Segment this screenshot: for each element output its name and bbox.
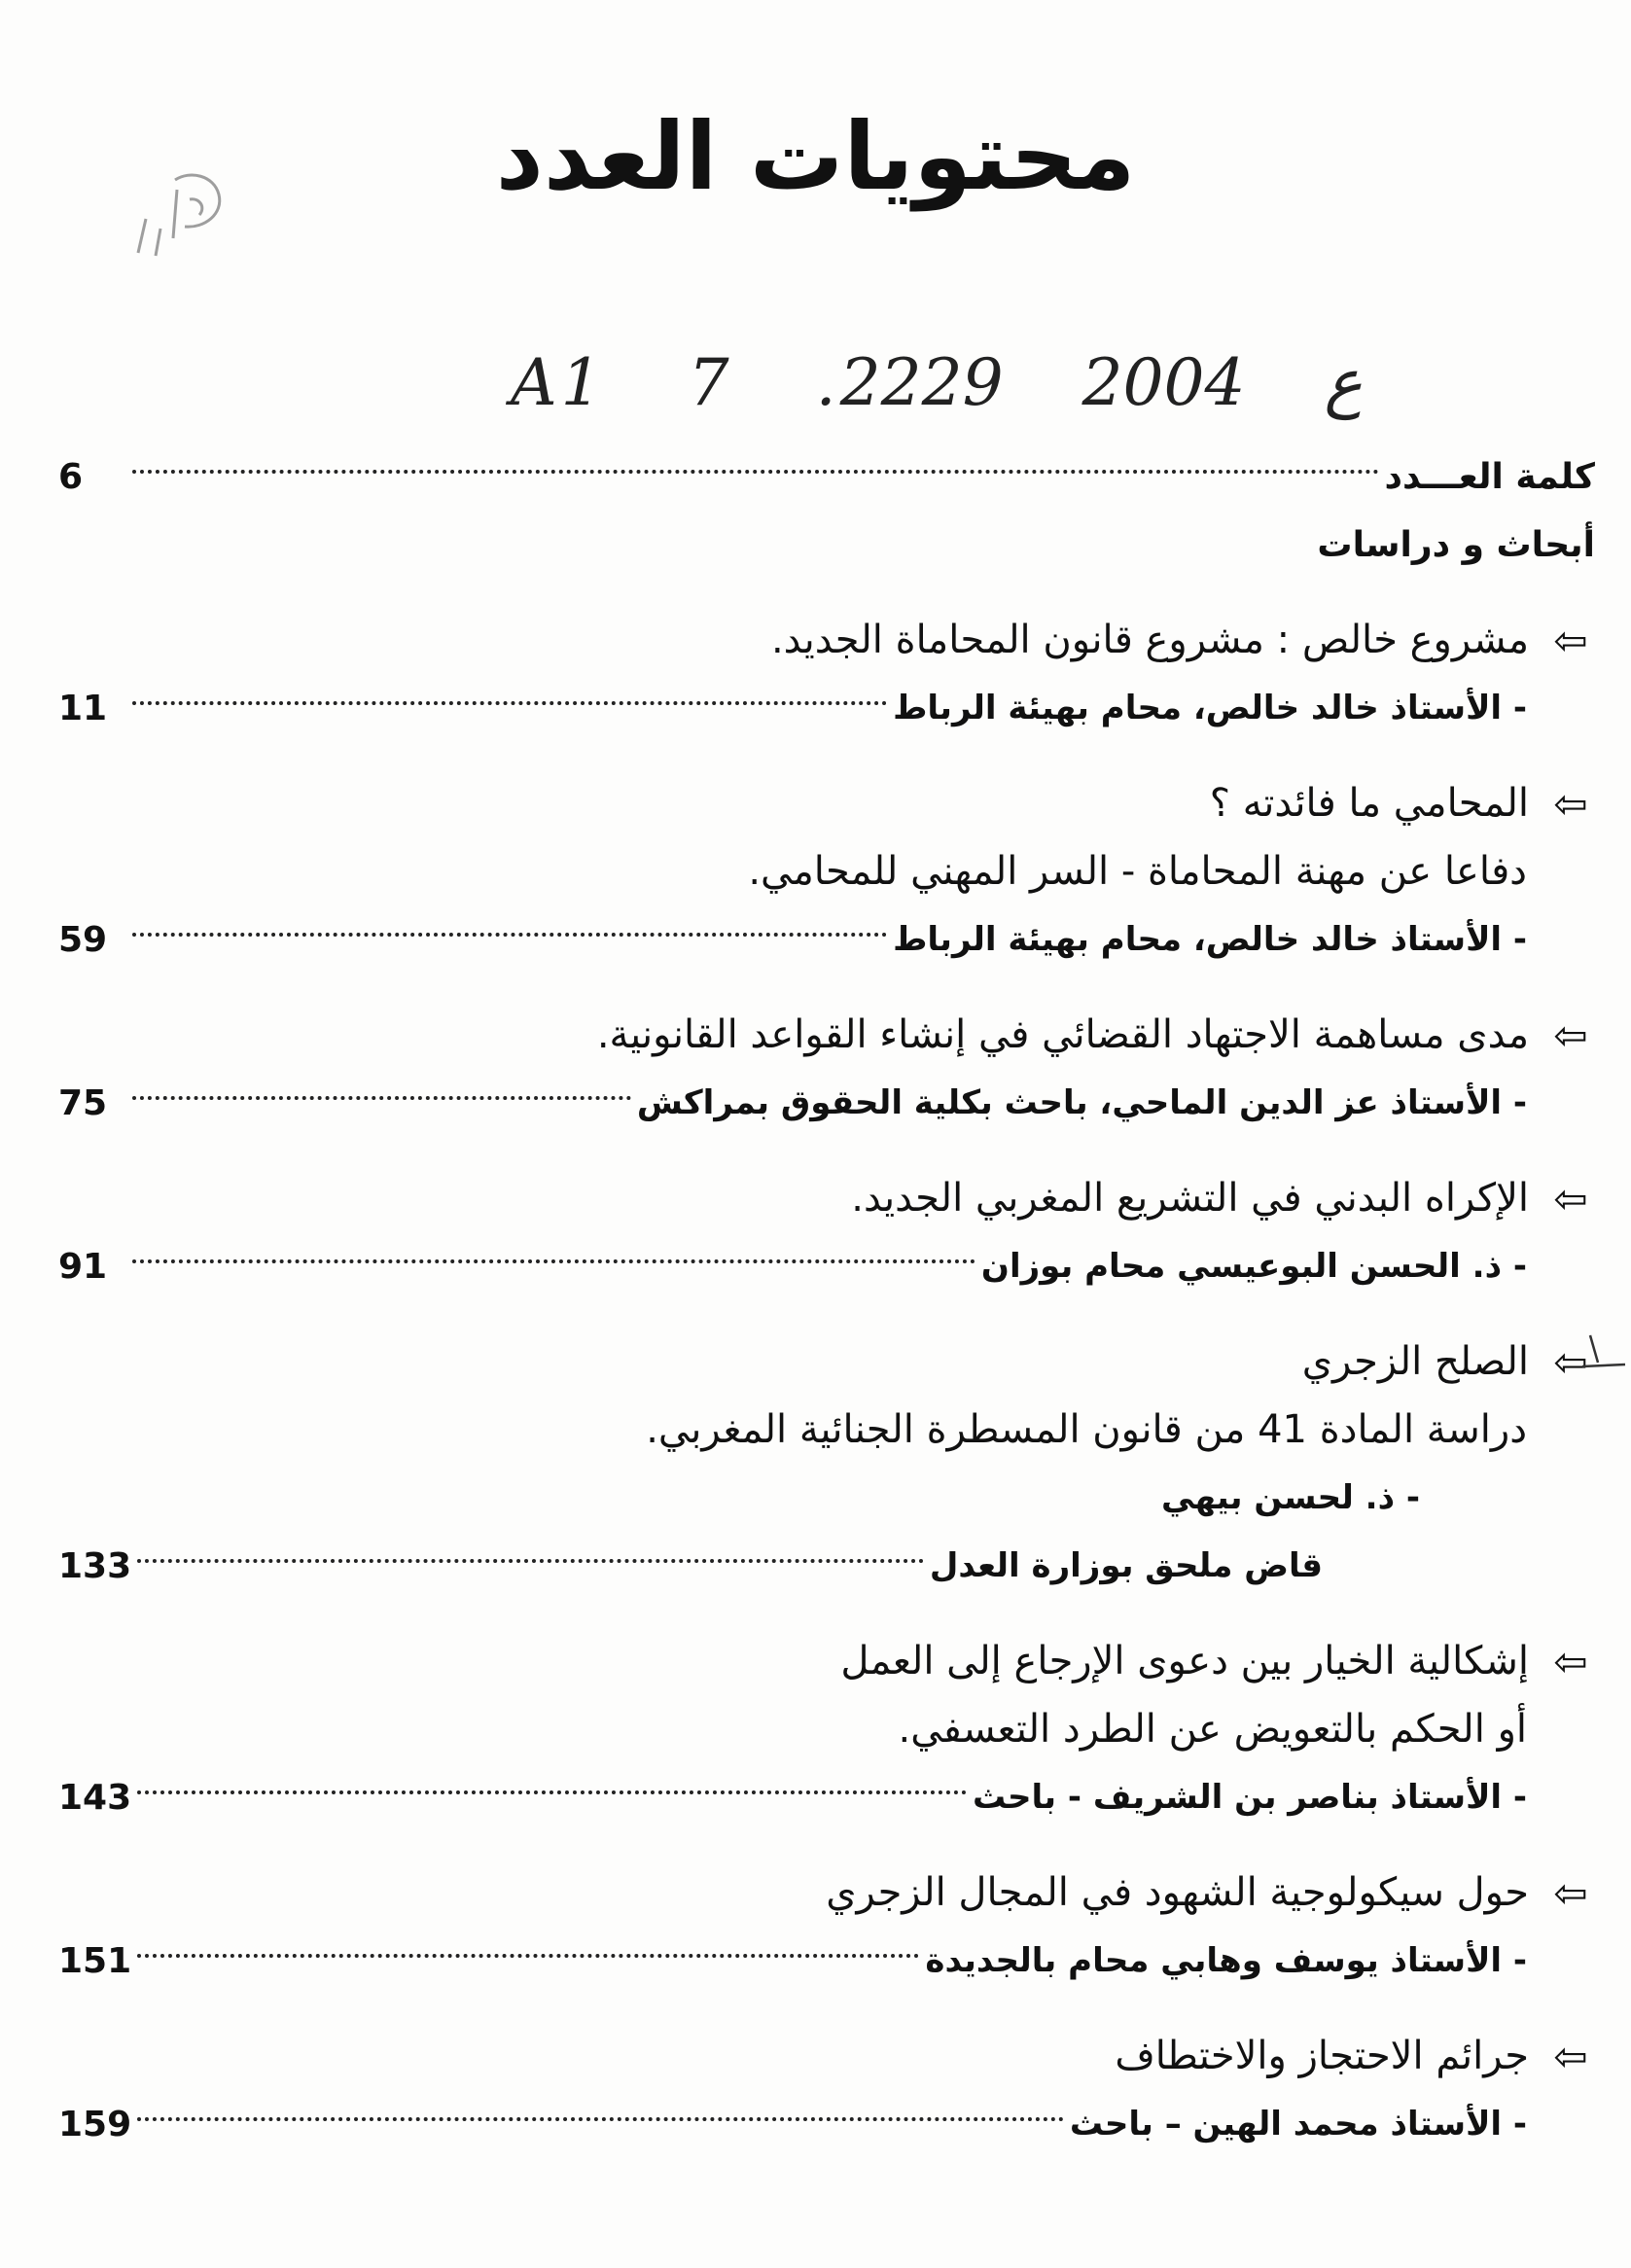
dot-leader [137, 1559, 924, 1563]
toc-entry-subtitle [58, 1695, 1595, 1763]
dot-leader [137, 1790, 967, 1794]
entry-title-text: الإكراه البدني في التشريع المغربي الجديد. [851, 1176, 1529, 1221]
toc-entry-author [58, 1232, 1595, 1300]
toc-entry-author-line2 [58, 1532, 1595, 1600]
hollow-left-arrow-icon: ⇦ [1553, 779, 1588, 828]
toc-entry-title [58, 2022, 1595, 2090]
toc-entry-author [58, 2090, 1595, 2158]
page-number: 75 [58, 1082, 108, 1123]
entry-author-text: - الأستاذ خالد خالص، محام بهيئة الرباط [893, 689, 1527, 727]
toc-entry-subtitle [58, 1396, 1595, 1464]
page-title: محتويات العدد [495, 102, 1136, 211]
entry-title-text: جرائم الاحتجاز والاختطاف [1115, 2034, 1529, 2078]
entry-subtitle-text: دراسة المادة 41 من قانون المسطرة الجنائية المغربي. [646, 1407, 1527, 1452]
page-number: 143 [58, 1777, 132, 1818]
entry-title-text: مدى مساهمة الاجتهاد القضائي في إنشاء القواعد القانونية. [596, 1012, 1529, 1057]
toc-entry-author [58, 1927, 1595, 1995]
dot-leader [132, 470, 1379, 474]
hollow-left-arrow-icon: ⇦ [1553, 2032, 1588, 2080]
toc-entry-title [58, 606, 1595, 674]
hollow-left-arrow-icon: ⇦ [1553, 1010, 1588, 1059]
entry-author-text: - الأستاذ خالد خالص، محام بهيئة الرباط [893, 920, 1527, 959]
section-heading [58, 511, 1595, 579]
page-number: 91 [58, 1246, 108, 1287]
entry-author-text: - الأستاذ يوسف وهابي محام بالجديدة [925, 1941, 1527, 1980]
page-number: 59 [58, 919, 108, 960]
entry-title-text: مشروع خالص : مشروع قانون المحاماة الجديد. [770, 618, 1529, 662]
pencil-margin-mark-icon [1580, 1328, 1629, 1386]
toc-entry-title [58, 1001, 1595, 1069]
handwritten-note: A1 7 .ع 2004 2229 [511, 345, 1363, 420]
toc-entry-author [58, 674, 1595, 742]
entry-author-text: - الأستاذ عز الدين الماحي، باحث بكلية الحقوق بمراكش [636, 1083, 1527, 1122]
toc-entry-title [58, 1164, 1595, 1232]
hollow-left-arrow-icon: ⇦ [1553, 616, 1588, 664]
toc-entry-subtitle [58, 837, 1595, 905]
toc-entry-title [58, 1328, 1595, 1396]
page-number: 6 [58, 456, 84, 497]
toc-entry-author [58, 905, 1595, 974]
hollow-left-arrow-icon: ⇦ [1553, 1637, 1588, 1685]
toc-entry-author [58, 1763, 1595, 1831]
page-number: 151 [58, 1940, 132, 1981]
page-number: 11 [58, 688, 108, 728]
hollow-left-arrow-icon: ⇦ [1553, 1174, 1588, 1223]
hollow-left-arrow-icon: ⇦ [1553, 1337, 1588, 1386]
table-of-contents [58, 443, 1595, 2158]
toc-entry-title [58, 1859, 1595, 1927]
toc-entry-author [58, 1069, 1595, 1137]
entry-title-text: المحامي ما فائدته ؟ [1209, 781, 1529, 826]
page-number: 133 [58, 1545, 132, 1586]
entry-title-text: حول سيكولوجية الشهود في المجال الزجري [826, 1870, 1529, 1915]
entry-title-text: إشكالية الخيار بين دعوى الإرجاع إلى العمل [840, 1639, 1529, 1683]
toc-entry-author [58, 1464, 1595, 1532]
dot-leader [132, 933, 887, 937]
page-number: 159 [58, 2104, 132, 2144]
toc-entry-title [58, 769, 1595, 837]
entry-author-text: - الأستاذ محمد الهين – باحث [1069, 2105, 1527, 2144]
hollow-left-arrow-icon: ⇦ [1553, 1868, 1588, 1917]
dot-leader [137, 1954, 919, 1958]
entry-subtitle-text: دفاعا عن مهنة المحاماة - السر المهني للمحامي. [748, 849, 1527, 894]
section-heading-label: أبحاث و دراسات [1317, 524, 1595, 565]
dot-leader [132, 701, 887, 705]
entry-author-text: - ذ. لحسن بيهي [1161, 1478, 1420, 1517]
entry-subtitle-text: أو الحكم بالتعويض عن الطرد التعسفي. [898, 1707, 1527, 1752]
toc-entry-title [58, 1627, 1595, 1695]
dot-leader [137, 2117, 1064, 2121]
entry-title-text: الصلح الزجري [1301, 1339, 1529, 1384]
toc-word-of-issue-label: كلمة العـــدد [1384, 456, 1595, 497]
entry-author-text: - ذ. الحسن البوعيسي محام بوزان [980, 1247, 1527, 1286]
dot-leader [132, 1259, 975, 1263]
entry-author-text: قاض ملحق بوزارة العدل [929, 1546, 1323, 1585]
entry-author-text: - الأستاذ بناصر بن الشريف - باحث [973, 1778, 1527, 1817]
dot-leader [132, 1096, 631, 1100]
toc-row-word-of-issue [58, 443, 1595, 511]
